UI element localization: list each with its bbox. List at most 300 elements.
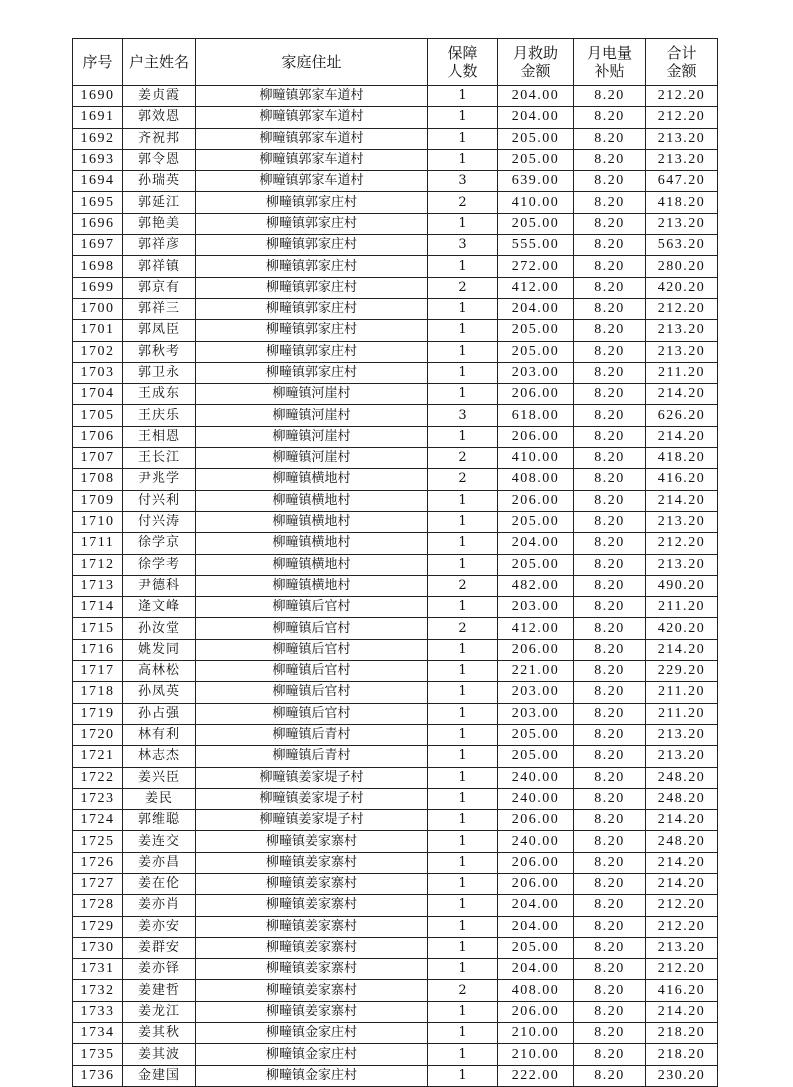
cell-no: 1711 — [73, 533, 123, 554]
cell-power-subsidy: 8.20 — [574, 661, 646, 682]
cell-address: 柳疃镇郭家庄村 — [196, 320, 428, 341]
cell-aid: 203.00 — [498, 703, 574, 724]
cell-name: 郭祥镇 — [123, 256, 196, 277]
cell-no: 1727 — [73, 873, 123, 894]
cell-persons: 1 — [428, 320, 498, 341]
table-row — [73, 788, 718, 809]
cell-power-subsidy: 8.20 — [574, 852, 646, 873]
header-no: 序号 — [73, 39, 123, 86]
cell-aid: 222.00 — [498, 1065, 574, 1086]
cell-total: 212.20 — [646, 107, 718, 128]
cell-no: 1690 — [73, 86, 123, 107]
cell-no: 1695 — [73, 192, 123, 213]
cell-address: 柳疃镇后官村 — [196, 597, 428, 618]
cell-total: 211.20 — [646, 682, 718, 703]
header-persons: 保障 人数 — [428, 39, 498, 86]
cell-total: 626.20 — [646, 405, 718, 426]
cell-power-subsidy: 8.20 — [574, 810, 646, 831]
cell-persons: 1 — [428, 767, 498, 788]
cell-aid: 205.00 — [498, 320, 574, 341]
cell-name: 姜其波 — [123, 1044, 196, 1065]
cell-aid: 205.00 — [498, 937, 574, 958]
cell-power-subsidy: 8.20 — [574, 320, 646, 341]
cell-total: 212.20 — [646, 86, 718, 107]
cell-total: 212.20 — [646, 916, 718, 937]
cell-persons: 2 — [428, 277, 498, 298]
cell-power-subsidy: 8.20 — [574, 533, 646, 554]
table-row — [73, 1065, 718, 1086]
cell-power-subsidy: 8.20 — [574, 277, 646, 298]
cell-address: 柳疃镇姜家寨村 — [196, 980, 428, 1001]
cell-name: 郭效恩 — [123, 107, 196, 128]
cell-no: 1714 — [73, 597, 123, 618]
cell-persons: 1 — [428, 873, 498, 894]
cell-persons: 1 — [428, 298, 498, 319]
cell-name: 高林松 — [123, 661, 196, 682]
cell-power-subsidy: 8.20 — [574, 149, 646, 170]
cell-name: 姜建哲 — [123, 980, 196, 1001]
header-power-subsidy: 月电量 补贴 — [574, 39, 646, 86]
cell-total: 214.20 — [646, 873, 718, 894]
cell-address: 柳疃镇郭家车道村 — [196, 107, 428, 128]
cell-no: 1720 — [73, 724, 123, 745]
cell-persons: 2 — [428, 618, 498, 639]
cell-address: 柳疃镇郭家庄村 — [196, 256, 428, 277]
table-row — [73, 192, 718, 213]
cell-power-subsidy: 8.20 — [574, 1001, 646, 1022]
cell-no: 1734 — [73, 1023, 123, 1044]
cell-power-subsidy: 8.20 — [574, 873, 646, 894]
cell-persons: 1 — [428, 831, 498, 852]
cell-aid: 240.00 — [498, 831, 574, 852]
cell-no: 1718 — [73, 682, 123, 703]
cell-address: 柳疃镇河崖村 — [196, 448, 428, 469]
cell-aid: 412.00 — [498, 618, 574, 639]
cell-power-subsidy: 8.20 — [574, 298, 646, 319]
cell-aid: 204.00 — [498, 959, 574, 980]
cell-power-subsidy: 8.20 — [574, 724, 646, 745]
cell-persons: 1 — [428, 490, 498, 511]
cell-persons: 1 — [428, 341, 498, 362]
cell-aid: 221.00 — [498, 661, 574, 682]
cell-total: 213.20 — [646, 554, 718, 575]
cell-power-subsidy: 8.20 — [574, 980, 646, 1001]
cell-address: 柳疃镇姜家寨村 — [196, 873, 428, 894]
cell-persons: 1 — [428, 86, 498, 107]
cell-aid: 205.00 — [498, 724, 574, 745]
cell-persons: 1 — [428, 256, 498, 277]
cell-name: 徐学考 — [123, 554, 196, 575]
cell-total: 212.20 — [646, 959, 718, 980]
cell-total: 280.20 — [646, 256, 718, 277]
table-row — [73, 128, 718, 149]
cell-name: 王庆乐 — [123, 405, 196, 426]
cell-name: 郭令恩 — [123, 149, 196, 170]
cell-aid: 639.00 — [498, 171, 574, 192]
cell-no: 1721 — [73, 746, 123, 767]
cell-total: 214.20 — [646, 384, 718, 405]
cell-total: 490.20 — [646, 575, 718, 596]
cell-persons: 2 — [428, 469, 498, 490]
cell-persons: 1 — [428, 895, 498, 916]
cell-no: 1693 — [73, 149, 123, 170]
cell-name: 齐祝邦 — [123, 128, 196, 149]
cell-persons: 1 — [428, 597, 498, 618]
cell-address: 柳疃镇后官村 — [196, 661, 428, 682]
cell-address: 柳疃镇横地村 — [196, 490, 428, 511]
table-row — [73, 405, 718, 426]
cell-no: 1723 — [73, 788, 123, 809]
table-row — [73, 937, 718, 958]
cell-address: 柳疃镇横地村 — [196, 511, 428, 532]
cell-total: 214.20 — [646, 852, 718, 873]
cell-aid: 272.00 — [498, 256, 574, 277]
cell-aid: 408.00 — [498, 469, 574, 490]
table-row — [73, 1001, 718, 1022]
cell-name: 逄文峰 — [123, 597, 196, 618]
cell-aid: 204.00 — [498, 895, 574, 916]
cell-persons: 1 — [428, 639, 498, 660]
cell-no: 1708 — [73, 469, 123, 490]
cell-address: 柳疃镇金家庄村 — [196, 1065, 428, 1086]
cell-power-subsidy: 8.20 — [574, 554, 646, 575]
cell-total: 248.20 — [646, 767, 718, 788]
cell-name: 林有利 — [123, 724, 196, 745]
cell-aid: 206.00 — [498, 384, 574, 405]
cell-name: 姜在伦 — [123, 873, 196, 894]
cell-total: 211.20 — [646, 597, 718, 618]
table-row — [73, 916, 718, 937]
cell-no: 1729 — [73, 916, 123, 937]
cell-name: 王长江 — [123, 448, 196, 469]
cell-total: 214.20 — [646, 810, 718, 831]
cell-power-subsidy: 8.20 — [574, 831, 646, 852]
cell-power-subsidy: 8.20 — [574, 575, 646, 596]
cell-no: 1699 — [73, 277, 123, 298]
cell-no: 1698 — [73, 256, 123, 277]
cell-total: 563.20 — [646, 235, 718, 256]
cell-aid: 203.00 — [498, 597, 574, 618]
cell-total: 211.20 — [646, 362, 718, 383]
cell-name: 姜贞霞 — [123, 86, 196, 107]
cell-no: 1728 — [73, 895, 123, 916]
cell-power-subsidy: 8.20 — [574, 746, 646, 767]
cell-aid: 205.00 — [498, 128, 574, 149]
cell-aid: 206.00 — [498, 426, 574, 447]
table-row — [73, 320, 718, 341]
cell-aid: 240.00 — [498, 767, 574, 788]
cell-name: 姜其秋 — [123, 1023, 196, 1044]
cell-no: 1702 — [73, 341, 123, 362]
cell-total: 212.20 — [646, 533, 718, 554]
cell-no: 1705 — [73, 405, 123, 426]
cell-total: 213.20 — [646, 320, 718, 341]
cell-persons: 3 — [428, 171, 498, 192]
cell-name: 孙汝堂 — [123, 618, 196, 639]
table-row — [73, 597, 718, 618]
cell-address: 柳疃镇姜家堤子村 — [196, 788, 428, 809]
cell-persons: 2 — [428, 980, 498, 1001]
table-row — [73, 341, 718, 362]
table-row — [73, 724, 718, 745]
cell-power-subsidy: 8.20 — [574, 384, 646, 405]
cell-persons: 1 — [428, 511, 498, 532]
cell-aid: 618.00 — [498, 405, 574, 426]
cell-address: 柳疃镇姜家寨村 — [196, 916, 428, 937]
cell-name: 王成东 — [123, 384, 196, 405]
cell-address: 柳疃镇后官村 — [196, 618, 428, 639]
table-row — [73, 554, 718, 575]
cell-power-subsidy: 8.20 — [574, 341, 646, 362]
cell-name: 姜兴臣 — [123, 767, 196, 788]
cell-address: 柳疃镇姜家堤子村 — [196, 810, 428, 831]
cell-name: 郭祥彦 — [123, 235, 196, 256]
cell-aid: 205.00 — [498, 149, 574, 170]
cell-power-subsidy: 8.20 — [574, 192, 646, 213]
table-row — [73, 873, 718, 894]
cell-persons: 1 — [428, 107, 498, 128]
cell-aid: 205.00 — [498, 341, 574, 362]
cell-persons: 2 — [428, 192, 498, 213]
cell-no: 1712 — [73, 554, 123, 575]
cell-address: 柳疃镇横地村 — [196, 533, 428, 554]
cell-power-subsidy: 8.20 — [574, 405, 646, 426]
table-body — [73, 86, 718, 1087]
cell-address: 柳疃镇金家庄村 — [196, 1044, 428, 1065]
cell-address: 柳疃镇郭家庄村 — [196, 213, 428, 234]
cell-total: 213.20 — [646, 746, 718, 767]
cell-address: 柳疃镇郭家庄村 — [196, 277, 428, 298]
cell-power-subsidy: 8.20 — [574, 895, 646, 916]
cell-address: 柳疃镇姜家寨村 — [196, 959, 428, 980]
cell-aid: 204.00 — [498, 107, 574, 128]
cell-power-subsidy: 8.20 — [574, 256, 646, 277]
cell-power-subsidy: 8.20 — [574, 937, 646, 958]
cell-name: 孙占强 — [123, 703, 196, 724]
cell-name: 付兴涛 — [123, 511, 196, 532]
cell-address: 柳疃镇横地村 — [196, 575, 428, 596]
table-row — [73, 490, 718, 511]
table-row — [73, 575, 718, 596]
cell-persons: 1 — [428, 682, 498, 703]
cell-no: 1715 — [73, 618, 123, 639]
cell-no: 1707 — [73, 448, 123, 469]
table-row — [73, 277, 718, 298]
cell-aid: 203.00 — [498, 362, 574, 383]
cell-no: 1731 — [73, 959, 123, 980]
table-row — [73, 746, 718, 767]
cell-power-subsidy: 8.20 — [574, 788, 646, 809]
cell-persons: 1 — [428, 362, 498, 383]
cell-no: 1694 — [73, 171, 123, 192]
cell-persons: 1 — [428, 149, 498, 170]
cell-no: 1697 — [73, 235, 123, 256]
cell-name: 王相恩 — [123, 426, 196, 447]
cell-persons: 1 — [428, 852, 498, 873]
cell-address: 柳疃镇河崖村 — [196, 384, 428, 405]
cell-total: 213.20 — [646, 149, 718, 170]
cell-name: 郭秋考 — [123, 341, 196, 362]
cell-address: 柳疃镇郭家车道村 — [196, 149, 428, 170]
cell-no: 1722 — [73, 767, 123, 788]
cell-name: 姜群安 — [123, 937, 196, 958]
cell-address: 柳疃镇后青村 — [196, 746, 428, 767]
cell-no: 1719 — [73, 703, 123, 724]
cell-power-subsidy: 8.20 — [574, 618, 646, 639]
cell-aid: 410.00 — [498, 448, 574, 469]
table-row — [73, 767, 718, 788]
table-row — [73, 661, 718, 682]
cell-name: 姜亦昌 — [123, 852, 196, 873]
cell-aid: 206.00 — [498, 810, 574, 831]
cell-total: 416.20 — [646, 980, 718, 1001]
cell-address: 柳疃镇后官村 — [196, 682, 428, 703]
cell-total: 213.20 — [646, 937, 718, 958]
cell-aid: 410.00 — [498, 192, 574, 213]
cell-no: 1726 — [73, 852, 123, 873]
cell-address: 柳疃镇郭家车道村 — [196, 86, 428, 107]
cell-no: 1703 — [73, 362, 123, 383]
cell-address: 柳疃镇横地村 — [196, 469, 428, 490]
table-row — [73, 639, 718, 660]
cell-aid: 240.00 — [498, 788, 574, 809]
cell-name: 金建国 — [123, 1065, 196, 1086]
table-row — [73, 86, 718, 107]
table-row — [73, 384, 718, 405]
cell-aid: 412.00 — [498, 277, 574, 298]
cell-total: 420.20 — [646, 277, 718, 298]
cell-name: 尹兆学 — [123, 469, 196, 490]
cell-total: 418.20 — [646, 192, 718, 213]
cell-persons: 1 — [428, 724, 498, 745]
cell-persons: 1 — [428, 788, 498, 809]
cell-total: 218.20 — [646, 1023, 718, 1044]
cell-address: 柳疃镇姜家寨村 — [196, 1001, 428, 1022]
cell-power-subsidy: 8.20 — [574, 107, 646, 128]
cell-persons: 1 — [428, 213, 498, 234]
cell-name: 徐学京 — [123, 533, 196, 554]
cell-total: 213.20 — [646, 511, 718, 532]
cell-aid: 206.00 — [498, 639, 574, 660]
cell-persons: 1 — [428, 384, 498, 405]
cell-persons: 1 — [428, 554, 498, 575]
cell-no: 1710 — [73, 511, 123, 532]
cell-power-subsidy: 8.20 — [574, 490, 646, 511]
cell-power-subsidy: 8.20 — [574, 639, 646, 660]
cell-no: 1706 — [73, 426, 123, 447]
cell-no: 1713 — [73, 575, 123, 596]
cell-aid: 206.00 — [498, 852, 574, 873]
table-row — [73, 980, 718, 1001]
cell-power-subsidy: 8.20 — [574, 1023, 646, 1044]
cell-persons: 1 — [428, 1065, 498, 1086]
cell-address: 柳疃镇郭家庄村 — [196, 235, 428, 256]
cell-name: 郭卫永 — [123, 362, 196, 383]
cell-name: 孙凤英 — [123, 682, 196, 703]
cell-address: 柳疃镇郭家庄村 — [196, 341, 428, 362]
cell-persons: 1 — [428, 1044, 498, 1065]
cell-address: 柳疃镇姜家寨村 — [196, 831, 428, 852]
cell-power-subsidy: 8.20 — [574, 916, 646, 937]
cell-name: 姚发同 — [123, 639, 196, 660]
cell-name: 郭京有 — [123, 277, 196, 298]
cell-power-subsidy: 8.20 — [574, 448, 646, 469]
cell-address: 柳疃镇后青村 — [196, 724, 428, 745]
cell-persons: 1 — [428, 959, 498, 980]
cell-aid: 204.00 — [498, 86, 574, 107]
cell-persons: 1 — [428, 703, 498, 724]
cell-name: 郭祥三 — [123, 298, 196, 319]
cell-no: 1709 — [73, 490, 123, 511]
table-row — [73, 107, 718, 128]
table-row — [73, 959, 718, 980]
cell-total: 214.20 — [646, 639, 718, 660]
cell-power-subsidy: 8.20 — [574, 235, 646, 256]
table-row — [73, 511, 718, 532]
cell-aid: 206.00 — [498, 490, 574, 511]
cell-power-subsidy: 8.20 — [574, 86, 646, 107]
cell-name: 姜民 — [123, 788, 196, 809]
table-row — [73, 235, 718, 256]
table-row — [73, 1044, 718, 1065]
cell-no: 1725 — [73, 831, 123, 852]
cell-address: 柳疃镇郭家庄村 — [196, 362, 428, 383]
cell-address: 柳疃镇郭家庄村 — [196, 192, 428, 213]
cell-total: 213.20 — [646, 724, 718, 745]
cell-aid: 204.00 — [498, 533, 574, 554]
cell-name: 付兴利 — [123, 490, 196, 511]
cell-no: 1692 — [73, 128, 123, 149]
cell-no: 1735 — [73, 1044, 123, 1065]
cell-persons: 1 — [428, 810, 498, 831]
cell-power-subsidy: 8.20 — [574, 213, 646, 234]
cell-name: 郭延江 — [123, 192, 196, 213]
cell-total: 248.20 — [646, 788, 718, 809]
cell-persons: 1 — [428, 661, 498, 682]
cell-no: 1691 — [73, 107, 123, 128]
cell-total: 214.20 — [646, 426, 718, 447]
cell-address: 柳疃镇姜家堤子村 — [196, 767, 428, 788]
cell-persons: 3 — [428, 235, 498, 256]
table-row — [73, 149, 718, 170]
cell-aid: 206.00 — [498, 1001, 574, 1022]
table-row — [73, 895, 718, 916]
cell-no: 1733 — [73, 1001, 123, 1022]
cell-no: 1716 — [73, 639, 123, 660]
cell-power-subsidy: 8.20 — [574, 511, 646, 532]
cell-total: 230.20 — [646, 1065, 718, 1086]
cell-persons: 1 — [428, 128, 498, 149]
cell-name: 姜亦铎 — [123, 959, 196, 980]
cell-total: 420.20 — [646, 618, 718, 639]
cell-name: 姜亦肖 — [123, 895, 196, 916]
cell-total: 213.20 — [646, 128, 718, 149]
cell-no: 1701 — [73, 320, 123, 341]
cell-aid: 555.00 — [498, 235, 574, 256]
cell-power-subsidy: 8.20 — [574, 1044, 646, 1065]
cell-total: 211.20 — [646, 703, 718, 724]
cell-name: 姜龙江 — [123, 1001, 196, 1022]
table-row — [73, 213, 718, 234]
assistance-table — [72, 38, 718, 1087]
cell-power-subsidy: 8.20 — [574, 1065, 646, 1086]
cell-address: 柳疃镇郭家车道村 — [196, 128, 428, 149]
cell-aid: 408.00 — [498, 980, 574, 1001]
cell-total: 213.20 — [646, 341, 718, 362]
cell-total: 248.20 — [646, 831, 718, 852]
cell-aid: 206.00 — [498, 873, 574, 894]
table-row — [73, 1023, 718, 1044]
